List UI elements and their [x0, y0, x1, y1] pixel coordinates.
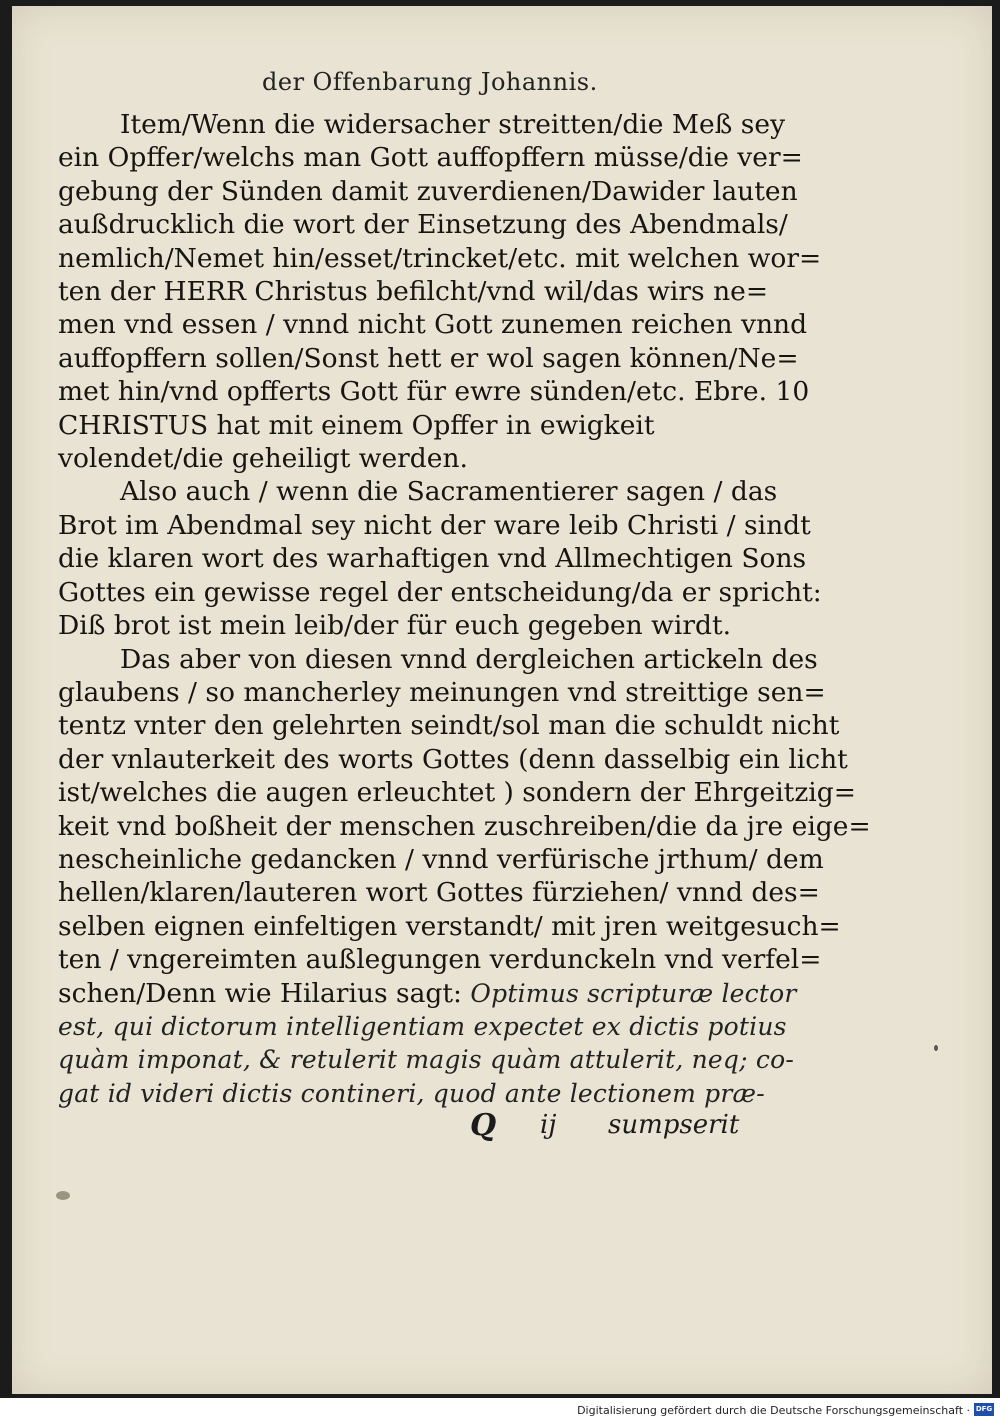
text-line	[58, 542, 807, 575]
text-line-content: ten / vngereimten außlegungen verdunckeln vnd verfel=	[58, 944, 822, 976]
text-line	[58, 709, 840, 742]
text-line	[58, 910, 841, 943]
text-line	[58, 509, 811, 542]
text-line	[58, 141, 803, 174]
text-line-content: nemlich/Nemet hin/esset/trincket/etc. mit welchen wor=	[58, 242, 822, 274]
text-line	[58, 242, 822, 275]
text-line	[58, 676, 826, 709]
text-line-content: met hin/vnd opfferts Gott für ewre sünden/etc. Ebre. 10	[58, 376, 810, 408]
text-line-content: est, qui dictorum intelligentiam expectet ex dictis potius	[58, 1011, 787, 1041]
paper-speck	[56, 1191, 70, 1200]
text-line	[58, 409, 728, 442]
text-line-content: schen/Denn wie Hilarius sagt:	[58, 977, 462, 1009]
text-line-content: tentz vnter den gelehrten seindt/sol man die schuldt nicht	[58, 710, 840, 742]
text-line-content: CHRISTUS hat mit einem Opffer in ewigkeit	[58, 409, 655, 441]
text-line	[58, 1010, 787, 1043]
text-line	[58, 275, 769, 308]
text-line-content: men vnd essen / vnnd nicht Gott zunemen reichen vnnd	[58, 309, 808, 341]
text-line	[58, 876, 820, 909]
text-line	[58, 643, 818, 676]
text-line-content: selben eignen einfeltigen verstandt/ mit jren weitgesuch=	[58, 910, 841, 942]
text-line-content: Also auch / wenn die Sacramentierer sagen / das	[120, 476, 778, 508]
text-line-content: auffopffern sollen/Sonst hett er wol sagen können/Ne=	[58, 342, 799, 374]
text-line	[58, 743, 848, 776]
text-line-content: quàm imponat, & retulerit magis quàm attulerit, neq; co-	[58, 1045, 794, 1075]
body-text	[58, 108, 871, 1110]
text-line-content: ist/welches die augen erleuchtet ) sondern der Ehrgeitzig=	[58, 777, 856, 809]
dfg-logo: DFG	[974, 1403, 994, 1416]
signature-mark: Q	[470, 1108, 497, 1143]
text-line-content: volendet/die geheiligt werden.	[58, 443, 468, 475]
text-line-content: die klaren wort des warhaftigen vnd Allmechtigen Sons	[58, 543, 807, 575]
text-line-content: hellen/klaren/lauteren wort Gottes fürziehen/ vnnd des=	[58, 877, 820, 909]
text-line-content: Brot im Abendmal sey nicht der ware leib Christi / sindt	[58, 509, 811, 541]
text-line	[58, 375, 810, 408]
text-line	[58, 843, 824, 876]
text-line	[58, 810, 871, 843]
text-line	[58, 977, 797, 1010]
text-line	[58, 943, 822, 976]
text-line-content: außdrucklich die wort der Einsetzung des Abendmals/	[58, 209, 788, 241]
running-head: der Offenbarung Johannis.	[262, 68, 598, 96]
text-line-content: der vnlauterkeit des worts Gottes (denn dasselbig ein licht	[58, 743, 848, 775]
text-line	[58, 175, 798, 208]
text-line-content: keit vnd boßheit der menschen zuschreiben/die da jre eige=	[58, 810, 871, 842]
text-line	[58, 776, 856, 809]
text-line-content: ten der HERR Christus befilcht/vnd wil/das wirs ne=	[58, 276, 769, 308]
latin-quote-start: Optimus scripturæ lector	[470, 978, 797, 1008]
text-line-content: Gottes ein gewisse regel der entscheidung/da er spricht:	[58, 576, 822, 608]
paper-speck	[934, 1045, 938, 1051]
text-line-content: gebung der Sünden damit zuverdienen/Dawider lauten	[58, 175, 798, 207]
text-line	[58, 576, 822, 609]
text-line	[58, 609, 732, 642]
text-line-content: nescheinliche gedancken / vnnd verfürische jrthum/ dem	[58, 843, 824, 875]
text-line	[58, 208, 788, 241]
text-line-content: glaubens / so mancherley meinungen vnd streittige sen=	[58, 676, 826, 708]
text-line-content: Diß brot ist mein leib/der für euch gegeben wirdt.	[58, 610, 732, 642]
signature-number: ij	[540, 1110, 557, 1140]
text-line-content: gat id videri dictis contineri, quod ante lectionem præ-	[58, 1078, 765, 1108]
text-line	[58, 1077, 765, 1110]
text-line	[58, 108, 786, 141]
text-line	[58, 308, 808, 341]
text-line	[58, 342, 799, 375]
text-line	[58, 475, 778, 508]
text-line-content: Item/Wenn die widersacher streitten/die Meß sey	[120, 109, 786, 140]
text-line-content: Das aber von diesen vnnd dergleichen artickeln des	[120, 643, 818, 675]
text-line	[58, 1043, 794, 1076]
catchword: sumpserit	[608, 1110, 740, 1140]
text-line-content: ein Opffer/welchs man Gott auffopffern müsse/die ver=	[58, 142, 803, 174]
text-line	[58, 442, 728, 475]
funding-credit: Digitalisierung gefördert durch die Deutsche Forschungsgemeinschaft ·	[577, 1404, 970, 1417]
